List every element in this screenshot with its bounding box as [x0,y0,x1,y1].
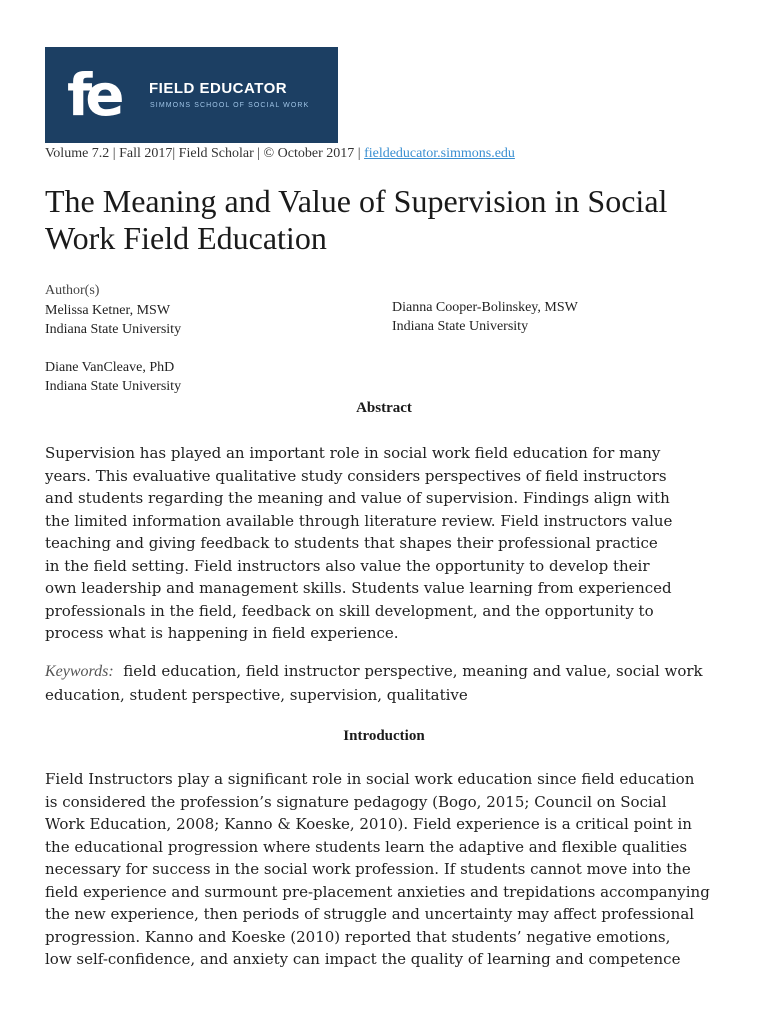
introduction-body [45,768,735,971]
introduction-line: progression. Kanno and Koeske (2010) reported that students’ negative emotions, [45,927,671,946]
authors-label: Author(s) [45,283,100,298]
keywords-text: education, student perspective, supervision, qualitative [45,685,468,704]
introduction-line: Work Education, 2008; Kanno & Koeske, 2010). Field experience is a critical point in [45,815,692,833]
author-affiliation: Indiana State University [392,319,529,334]
fe-logo-mark: fe [67,61,118,129]
issue-info [45,146,515,162]
abstract-line: professionals in the field, feedback on skill development, and the opportunity to [45,601,654,620]
introduction-line: the educational progression where students learn the adaptive and flexible qualities [45,837,688,856]
abstract-line: process what is happening in field experience. [45,624,399,642]
title-line: The Meaning and Value of Supervision in Social [45,183,668,219]
abstract-line: in the field setting. Field instructors also value the opportunity to develop their [45,556,650,575]
author-affiliation: Indiana State University [45,379,182,394]
introduction-heading: Introduction [343,728,425,744]
introduction-line: the new experience, then periods of struggle and uncertainty may affect professional [45,905,695,923]
author-affiliation: Indiana State University [45,322,182,337]
abstract-line: Supervision has played an important role in social work field education for many [45,444,661,462]
introduction-line: low self-confidence, and anxiety can impact the quality of learning and competence [45,950,681,968]
abstract-line: own leadership and management skills. Students value learning from experienced [45,579,672,597]
introduction-line: field experience and surmount pre-placement anxieties and trepidations accompanying [45,882,710,901]
introduction-line: Field Instructors play a significant role in social work education since field education [45,770,695,788]
author-name: Diane VanCleave, PhD [45,360,175,375]
logo-brand-name: FIELD EDUCATOR [149,80,288,97]
issue-info-text: Volume 7.2 | Fall 2017| Field Scholar | © October 2017 | [45,146,365,161]
abstract-heading: Abstract [356,400,412,416]
abstract-line: and students regarding the meaning and value of supervision. Findings align with [45,489,670,507]
journal-website-link[interactable]: fieldeducator.simmons.edu [364,146,515,161]
abstract-line: the limited information available through literature review. Field instructors value [45,511,673,530]
abstract-line: years. This evaluative qualitative study considers perspectives of field instructors [45,466,667,485]
keywords-label: Keywords: [45,663,114,680]
introduction-line: necessary for success in the social work profession. If students cannot move into the [45,860,691,878]
author-block [392,298,578,336]
title-line: Work Field Education [45,220,327,256]
introduction-line: is considered the profession’s signature pedagogy (Bogo, 2015; Council on Social [45,792,667,811]
keywords-text: field education, field instructor perspective, meaning and value, social work [123,662,703,680]
logo-school-name: SIMMONS SCHOOL OF SOCIAL WORK [150,102,310,109]
keywords-line [45,660,735,684]
author-name: Dianna Cooper-Bolinskey, MSW [392,300,578,315]
keywords [45,660,735,706]
abstract-line: teaching and giving feedback to students that shapes their professional practice [45,534,658,552]
journal-logo [45,47,338,143]
article-title [45,183,735,257]
author-block [45,358,181,396]
abstract-body [45,442,735,645]
author-block [45,301,181,339]
author-name: Melissa Ketner, MSW [45,303,171,318]
